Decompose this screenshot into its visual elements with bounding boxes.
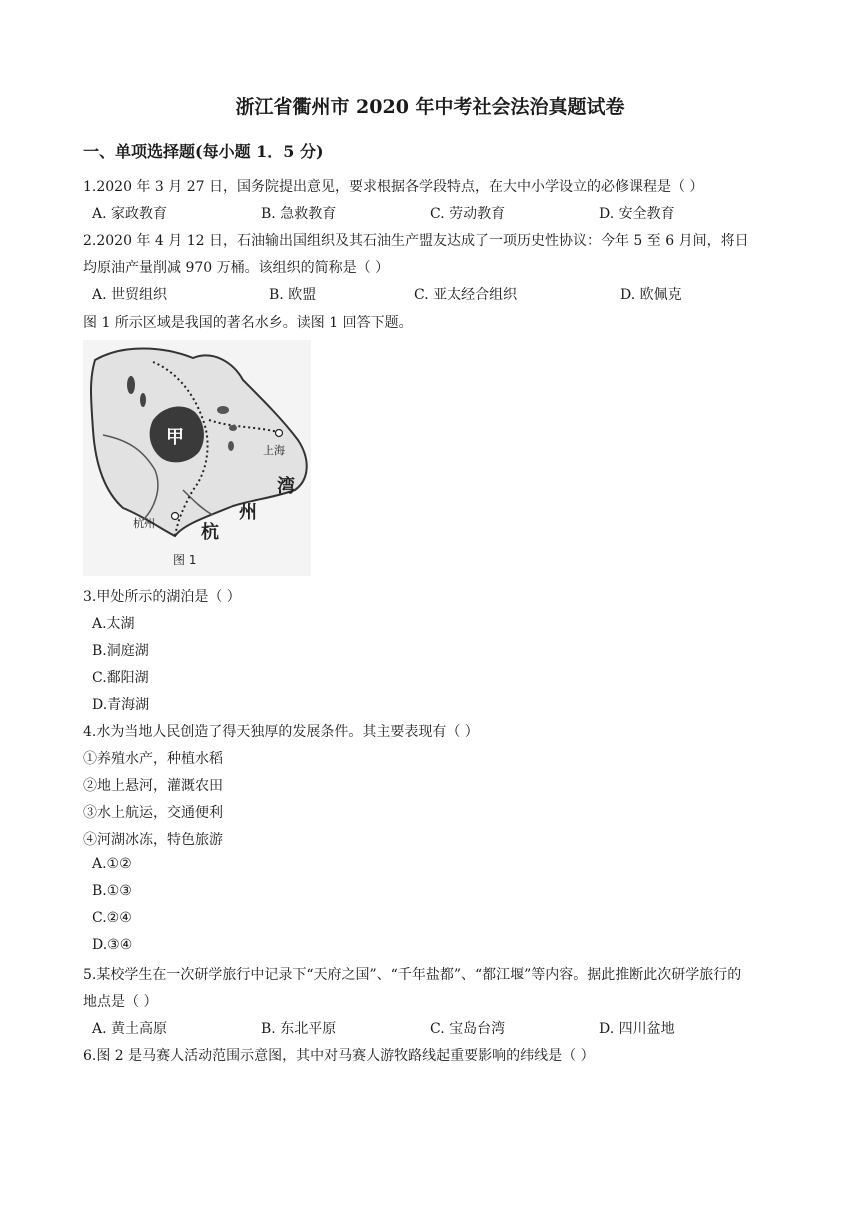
figure-1-map — [83, 340, 311, 576]
q1-option-d[interactable]: D. 安全教育 — [599, 206, 675, 222]
q4-item-3: ③水上航运，交通便利 — [83, 805, 223, 821]
q4-item-1: ①养殖水产，种植水稻 — [83, 751, 223, 767]
q4-option-b[interactable]: B.①③ — [92, 883, 132, 899]
figure-caption: 图 1 — [173, 553, 197, 567]
bay-label-1: 湾 — [277, 476, 295, 497]
q5-option-a[interactable]: A. 黄土高原 — [92, 1021, 168, 1037]
q6-stem: 6.图 2 是马赛人活动范围示意图，其中对马赛人游牧路线起重要影响的纬线是（ ） — [83, 1048, 595, 1064]
q3-option-a[interactable]: A.太湖 — [92, 616, 135, 632]
q5-stem-line1: 5.某校学生在一次研学旅行中记录下“天府之国”、“千年盐都”、“都江堰”等内容。据此推断此次研学旅行的 — [83, 967, 742, 983]
q2-stem-line1: 2.2020 年 4 月 12 日，石油输出国组织及其石油生产盟友达成了一项历史性协议：今年 5 至 6 月间，将日 — [83, 233, 749, 249]
q5-option-d[interactable]: D. 四川盆地 — [599, 1021, 675, 1037]
q4-option-a[interactable]: A.①② — [92, 856, 132, 872]
q4-item-2: ②地上悬河，灌溉农田 — [83, 778, 223, 794]
section-heading: 一、单项选择题(每小题 1．5 分) — [83, 142, 324, 161]
small-lake — [229, 425, 237, 431]
q3-option-c[interactable]: C.鄱阳湖 — [92, 670, 149, 686]
q3-option-d[interactable]: D.青海湖 — [92, 697, 150, 713]
small-lake — [140, 393, 146, 407]
q1-option-c[interactable]: C. 劳动教育 — [430, 206, 506, 222]
q4-option-d[interactable]: D.③④ — [92, 937, 133, 953]
q5-option-c[interactable]: C. 宝岛台湾 — [430, 1021, 506, 1037]
q4-option-c[interactable]: C.②④ — [92, 910, 132, 926]
hangzhou-marker — [172, 513, 179, 520]
lake-label: 甲 — [166, 427, 184, 448]
bay-label-3: 杭 — [201, 522, 219, 543]
q2-option-c[interactable]: C. 亚太经合组织 — [414, 287, 518, 303]
shanghai-marker — [276, 430, 283, 437]
q5-stem-line2: 地点是（ ） — [83, 994, 158, 1010]
q5-option-b[interactable]: B. 东北平原 — [261, 1021, 337, 1037]
hangzhou-label: 杭州 — [133, 517, 155, 530]
q4-item-4: ④河湖冰冻，特色旅游 — [83, 832, 223, 848]
q1-option-a[interactable]: A. 家政教育 — [92, 206, 168, 222]
q2-stem-line2: 均原油产量削减 970 万桶。该组织的简称是（ ） — [83, 260, 390, 276]
q1-option-b[interactable]: B. 急救教育 — [261, 206, 337, 222]
small-lake — [127, 376, 135, 394]
q3-stem: 3.甲处所示的湖泊是（ ） — [83, 589, 241, 605]
small-lake — [228, 441, 234, 451]
page-title: 浙江省衢州市 2020 年中考社会法治真题试卷 — [235, 96, 625, 118]
small-lake — [217, 406, 229, 414]
q4-stem: 4.水为当地人民创造了得天独厚的发展条件。其主要表现有（ ） — [83, 724, 479, 740]
q1-stem: 1.2020 年 3 月 27 日，国务院提出意见，要求根据各学段特点，在大中小学设立的必修课程是（ ） — [83, 179, 704, 195]
bay-label-2: 州 — [239, 502, 257, 523]
q2-option-a[interactable]: A. 世贸组织 — [92, 287, 168, 303]
q2-option-b[interactable]: B. 欧盟 — [269, 287, 317, 303]
shanghai-label: 上海 — [263, 444, 285, 457]
q3-option-b[interactable]: B.洞庭湖 — [92, 643, 149, 659]
q2-option-d[interactable]: D. 欧佩克 — [620, 287, 682, 303]
figure-intro: 图 1 所示区域是我国的著名水乡。读图 1 回答下题。 — [83, 315, 413, 331]
